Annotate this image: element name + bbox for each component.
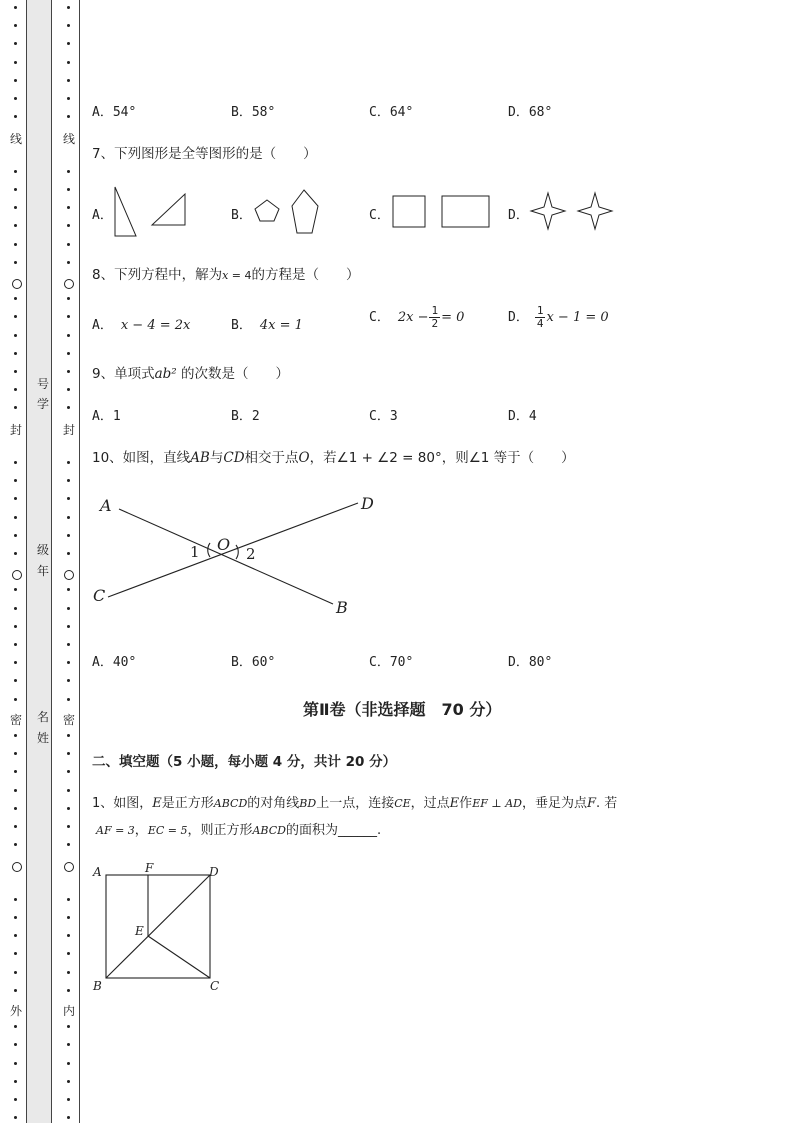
binding-dot	[14, 643, 17, 646]
binding-dot	[14, 370, 17, 373]
binding-dot	[67, 334, 70, 337]
q9-option-c: C．3	[369, 409, 398, 424]
binding-dot	[67, 497, 70, 500]
q8-c-pre: 2x −	[397, 310, 429, 325]
q10-mid3: ，若∠1 + ∠2 = 80°，则∠1 等于（ ）	[309, 450, 575, 466]
q10-mid2: 相交于点	[244, 450, 299, 466]
q7-a-right-triangle	[115, 187, 136, 236]
binding-dot	[14, 661, 17, 664]
binding-dot	[67, 643, 70, 646]
binding-dot	[14, 1025, 17, 1028]
q10-option-d: D．80°	[508, 655, 553, 670]
margin-char-xian-right: 线	[62, 132, 75, 146]
gutter-label-ji: 级	[36, 543, 49, 557]
binding-dot	[14, 843, 17, 846]
gutter-label-xue: 学	[36, 397, 49, 411]
margin-char-feng-right: 封	[62, 423, 75, 437]
q9-option-a: A．1	[92, 409, 121, 424]
fill1-d: ，过点	[410, 796, 450, 811]
q7-c-square	[393, 196, 425, 227]
margin-char-nei-right: 内	[62, 1004, 75, 1018]
margin-char-mi-left: 密	[9, 713, 22, 727]
binding-dot	[14, 952, 17, 955]
binding-dot	[14, 679, 17, 682]
q7-d-star-right	[578, 193, 612, 229]
binding-dot	[67, 406, 70, 409]
binding-dot	[14, 461, 17, 464]
q8-a-label: A．	[92, 318, 113, 333]
q7-label-b: B．	[231, 208, 252, 223]
binding-dot	[14, 479, 17, 482]
fill1-b: 的对角线	[247, 796, 300, 811]
fill1-label-e: E	[135, 924, 144, 938]
margin-circle	[64, 570, 74, 580]
q9-stem-pre: 9、单项式	[92, 366, 155, 382]
binding-dot	[14, 789, 17, 792]
binding-dot	[67, 770, 70, 773]
q9-option-b: B．2	[231, 409, 260, 424]
binding-dot	[67, 661, 70, 664]
binding-dot	[14, 898, 17, 901]
q10-angle2-arc	[236, 545, 238, 559]
binding-dot	[14, 1043, 17, 1046]
q10-label-1: 1	[190, 543, 200, 561]
margin-circle	[12, 862, 22, 872]
q10-ab: AB	[190, 450, 210, 466]
binding-dot	[14, 297, 17, 300]
q8-stem-post: 的方程是（ ）	[251, 267, 360, 283]
q8-d-fraction	[535, 305, 546, 330]
binding-dot	[67, 916, 70, 919]
binding-dot	[67, 297, 70, 300]
binding-dot	[14, 734, 17, 737]
binding-dot	[14, 934, 17, 937]
fill-section-heading: 二、填空题（5 小题，每小题 4 分，共计 20 分）	[92, 754, 397, 770]
gutter-label-hao: 号	[36, 377, 49, 391]
q6-option-a: A．54°	[92, 105, 137, 120]
q7-c-rectangle	[442, 196, 489, 227]
fill1-bd: BD	[299, 797, 317, 810]
q7-b-large-pentagon	[292, 190, 318, 233]
binding-dot	[67, 607, 70, 610]
binding-dot	[14, 825, 17, 828]
binding-dot	[14, 406, 17, 409]
binding-dot	[14, 261, 17, 264]
fill1-diagonal-bd	[106, 875, 210, 978]
fill1-line2	[96, 819, 381, 838]
q8-d-label: D．	[508, 310, 529, 325]
q7-label-c: C．	[369, 208, 390, 223]
margin-char-feng-left: 封	[9, 423, 22, 437]
margin-char-xian-left: 线	[9, 132, 22, 146]
binding-dot	[14, 588, 17, 591]
binding-dot	[14, 752, 17, 755]
binding-dot	[67, 552, 70, 555]
q7-label-a: A．	[92, 208, 113, 223]
fill1-abcd2: ABCD	[252, 824, 286, 837]
margin-char-wai-left: 外	[9, 1004, 22, 1018]
q7-d-star-left	[531, 193, 565, 229]
q8-stem-pre: 8、下列方程中，解为	[92, 267, 223, 283]
q8-c-label: C．	[369, 310, 390, 325]
q8-d-post: x − 1 = 0	[546, 310, 609, 325]
q8-b-label: B．	[231, 318, 252, 333]
binding-dot	[14, 1062, 17, 1065]
q9-stem	[92, 362, 289, 382]
q10-label-c: C	[93, 586, 106, 605]
q8-a-expr: x − 4 = 2x	[120, 318, 191, 333]
binding-dot	[14, 916, 17, 919]
fill1-label-a: A	[93, 865, 102, 879]
q8-c-num: 1	[431, 304, 439, 317]
binding-dot	[67, 1098, 70, 1101]
binding-dot	[67, 734, 70, 737]
margin-char-mi-right: 密	[62, 713, 75, 727]
binding-dot	[67, 898, 70, 901]
fill1-sep: ，	[134, 823, 148, 838]
binding-dot	[67, 388, 70, 391]
binding-dot	[14, 607, 17, 610]
q8-stem	[92, 263, 360, 283]
q7-b-small-pentagon	[255, 200, 279, 221]
fill1-f: F	[586, 796, 596, 811]
margin-circle	[64, 279, 74, 289]
q10-cd: CD	[223, 450, 245, 466]
q10-mid1: 与	[209, 450, 224, 466]
q10-option-c: C．70°	[369, 655, 414, 670]
binding-dot	[67, 461, 70, 464]
fill1-label-d: D	[209, 865, 219, 879]
binding-dot	[67, 352, 70, 355]
fill1-e-text: 作	[459, 796, 473, 811]
q8-option-b	[231, 314, 303, 333]
fill1-af: AF = 3	[96, 824, 135, 837]
binding-dot	[67, 625, 70, 628]
q10-line-cd	[108, 503, 358, 597]
binding-dot	[14, 1098, 17, 1101]
binding-dot	[14, 625, 17, 628]
q10-stem	[92, 446, 575, 466]
binding-dot	[67, 1043, 70, 1046]
binding-dot	[67, 534, 70, 537]
binding-dot	[14, 552, 17, 555]
q7-figures	[0, 0, 794, 260]
binding-dot	[14, 807, 17, 810]
fill1-line1	[92, 792, 617, 811]
binding-dot	[14, 1116, 17, 1119]
q9-option-d: D．4	[508, 409, 537, 424]
fill1-figure	[85, 858, 235, 998]
q10-stem-pre: 10、如图，直线	[92, 450, 191, 466]
gutter-label-ming: 名	[36, 710, 49, 724]
fill1-abcd: ABCD	[213, 797, 248, 810]
binding-dot	[67, 1062, 70, 1065]
binding-dot	[67, 752, 70, 755]
fill1-line2-b: 的面积为______.	[285, 823, 382, 838]
binding-dot	[14, 534, 17, 537]
binding-dot	[14, 698, 17, 701]
q10-label-o: O	[217, 535, 231, 554]
binding-dot	[67, 516, 70, 519]
gutter-label-xing: 姓	[36, 731, 49, 745]
q6-option-d: D．68°	[508, 105, 553, 120]
fill1-pre: 1、如图，	[92, 796, 153, 811]
binding-dot	[14, 989, 17, 992]
q8-b-expr: 4x = 1	[259, 318, 303, 333]
binding-dot	[67, 789, 70, 792]
binding-dot	[14, 1080, 17, 1083]
fill1-segment-ec	[148, 936, 210, 978]
fill1-a: 是正方形	[161, 796, 214, 811]
q6-option-b: B．58°	[231, 105, 276, 120]
binding-dot	[67, 370, 70, 373]
q7-stem: 7、下列图形是全等图形的是（ ）	[92, 146, 317, 162]
binding-dot	[67, 952, 70, 955]
fill1-label-c: C	[210, 979, 220, 993]
q10-figure	[80, 485, 400, 625]
binding-dot	[14, 516, 17, 519]
q9-stem-expr: ab²	[154, 366, 177, 382]
q8-option-a	[92, 314, 190, 333]
q10-line-ab	[119, 509, 333, 604]
binding-dot	[14, 388, 17, 391]
binding-dot	[67, 934, 70, 937]
binding-dot	[14, 352, 17, 355]
fill1-label-b: B	[93, 979, 102, 993]
binding-dot	[67, 261, 70, 264]
fill1-ef: EF ⊥ AD	[472, 797, 522, 810]
fill1-c: 上一点，连接	[316, 796, 395, 811]
q10-label-b: B	[336, 598, 348, 617]
binding-dot	[67, 1025, 70, 1028]
fill1-label-f: F	[145, 861, 154, 875]
fill1-e2: E	[449, 796, 460, 811]
q10-label-d: D	[361, 494, 374, 513]
q6-option-c: C．64°	[369, 105, 414, 120]
binding-dot	[67, 989, 70, 992]
q9-stem-post: 的次数是（ ）	[176, 366, 289, 382]
q7-a-triangle	[152, 194, 185, 225]
q8-d-num: 1	[536, 304, 544, 317]
q8-c-den: 2	[431, 317, 439, 330]
fill1-line2-a: ，则正方形	[187, 823, 253, 838]
binding-dot	[67, 479, 70, 482]
binding-dot	[67, 843, 70, 846]
binding-dot	[67, 971, 70, 974]
fill1-f-text: ，垂足为点	[521, 796, 587, 811]
q8-c-fraction	[429, 305, 440, 330]
binding-dot	[67, 679, 70, 682]
binding-dot	[67, 1116, 70, 1119]
q8-stem-eq: = 4	[228, 269, 252, 282]
binding-dot	[67, 588, 70, 591]
margin-circle	[64, 862, 74, 872]
q10-option-b: B．60°	[231, 655, 276, 670]
binding-dot	[14, 334, 17, 337]
fill1-ce: CE	[394, 797, 411, 810]
fill1-e: E	[152, 796, 162, 811]
q10-label-a: A	[100, 496, 112, 515]
q8-c-post: = 0	[441, 310, 465, 325]
q8-option-c	[369, 305, 464, 330]
binding-dot	[67, 825, 70, 828]
q10-angle1-arc	[208, 543, 210, 557]
q7-label-d: D．	[508, 208, 529, 223]
q10-option-a: A．40°	[92, 655, 137, 670]
fill1-g: . 若	[596, 796, 618, 811]
margin-circle	[12, 570, 22, 580]
binding-dot	[67, 315, 70, 318]
binding-dot	[14, 770, 17, 773]
binding-dot	[14, 971, 17, 974]
q8-stem-var: x	[222, 269, 229, 282]
gutter-label-nian: 年	[36, 564, 49, 578]
q10-label-2: 2	[246, 545, 256, 563]
binding-dot	[14, 315, 17, 318]
binding-dot	[14, 497, 17, 500]
binding-dot	[67, 1080, 70, 1083]
part2-title: 第Ⅱ卷（非选择题 70 分）	[303, 700, 502, 719]
binding-dot	[67, 807, 70, 810]
margin-circle	[12, 279, 22, 289]
fill1-ec: EC = 5	[147, 824, 188, 837]
binding-dot	[67, 698, 70, 701]
q8-option-d	[508, 305, 609, 330]
q8-d-den: 4	[536, 317, 544, 330]
q10-o: O	[298, 450, 310, 466]
